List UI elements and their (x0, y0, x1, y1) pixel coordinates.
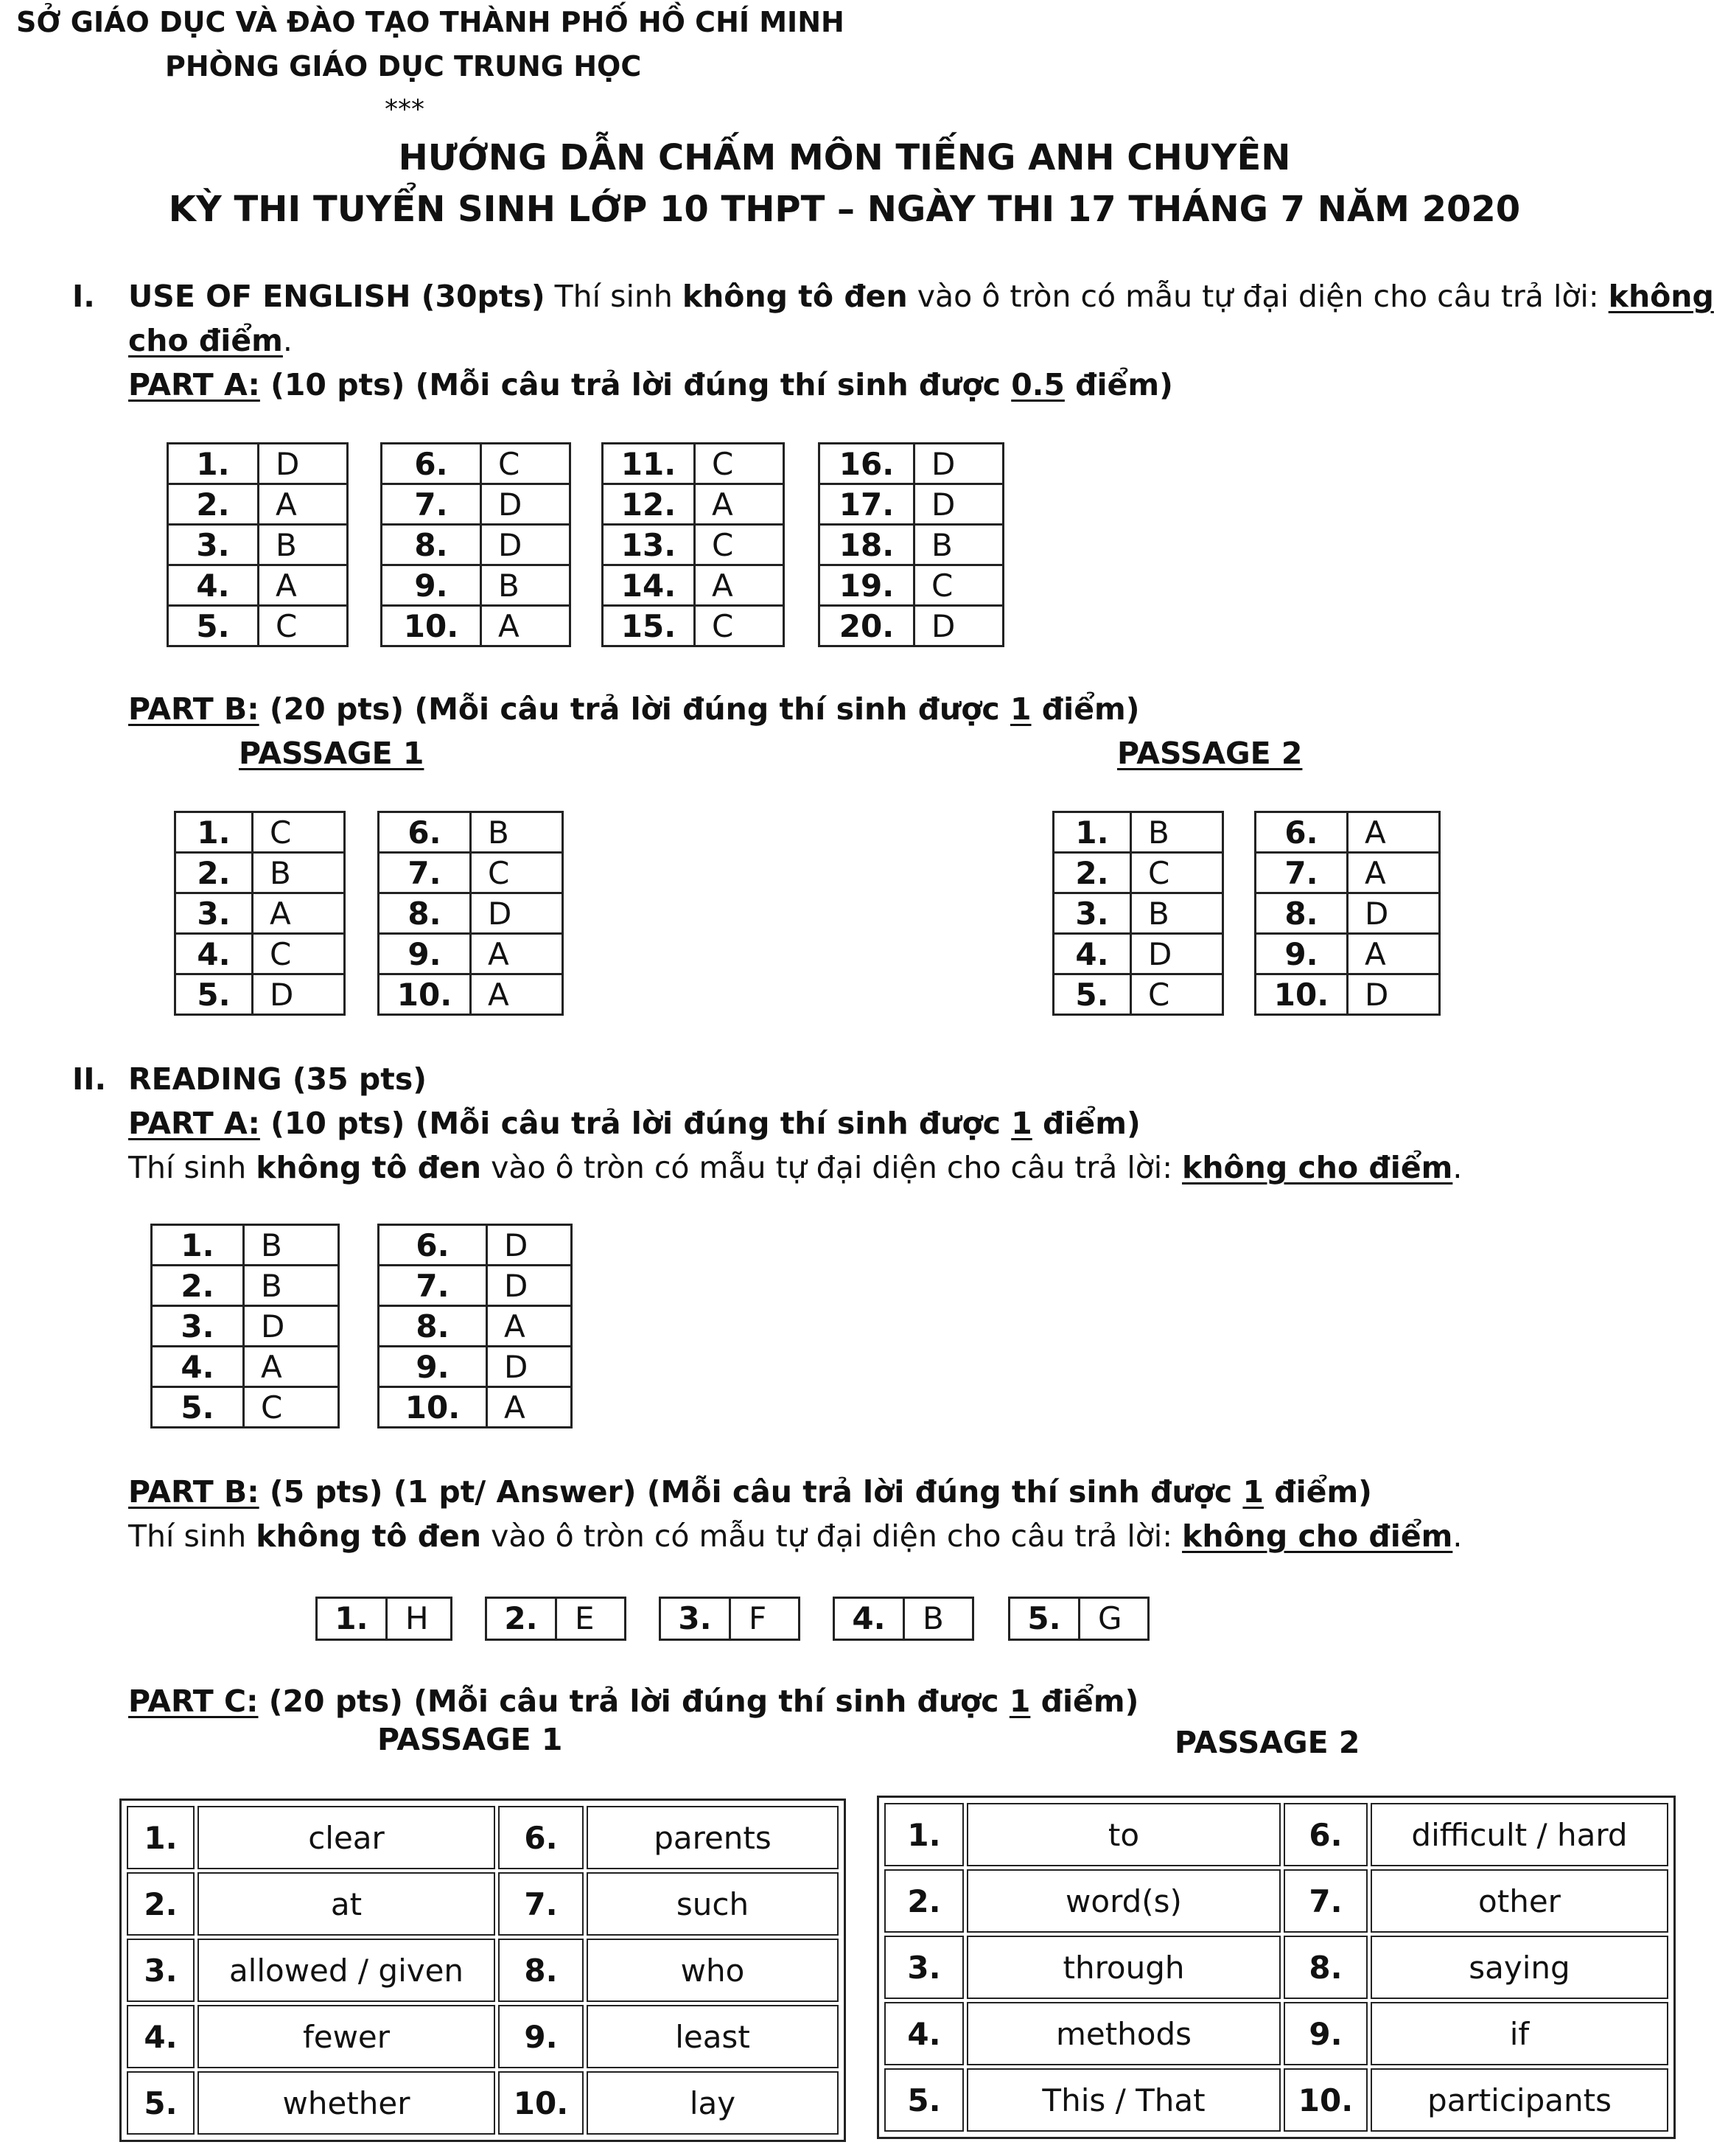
section1-title: USE OF ENGLISH (30pts) (128, 279, 545, 314)
doc-subtitle: KỲ THI TUYỂN SINH LỚP 10 THPT – NGÀY THI 17 THÁNG 7 NĂM 2020 (168, 189, 1521, 230)
table-row: 1. clear 6. parents (127, 1806, 839, 1869)
table-row: 14. A (603, 565, 784, 606)
s1-passage2-label: PASSAGE 2 (1117, 736, 1303, 771)
s1-partB-p1-table-1 (174, 811, 346, 1016)
table-row: 7. A (1256, 853, 1440, 893)
table-row: 7. D (379, 1266, 572, 1306)
section2-roman: II. (72, 1061, 107, 1097)
stars-divider: *** (385, 94, 424, 125)
s1-partA-heading: PART A: (10 pts) (Mỗi câu trả lời đúng thí sinh được 0.5 điểm) (128, 367, 1173, 402)
table-row: 13. C (603, 525, 784, 565)
table-row: 19. C (819, 565, 1004, 606)
table-row: 5. C (1054, 974, 1223, 1015)
table-row: 6. A (1256, 812, 1440, 853)
table-row: 1. B (152, 1225, 339, 1266)
s1-partA-table-1 (167, 442, 349, 647)
table-row: 7. C (379, 853, 563, 893)
table-row: 3. B (1054, 893, 1223, 934)
table-row: 3. B (168, 525, 348, 565)
table-row: 12. A (603, 484, 784, 525)
department-name: SỞ GIÁO DỤC VÀ ĐÀO TẠO THÀNH PHỐ HỒ CHÍ MINH (16, 6, 844, 38)
table-row: 2. at 7. such (127, 1872, 839, 1936)
table-row: 2. B (175, 853, 345, 893)
table-row: 2. word(s) 7. other (884, 1869, 1668, 1933)
table-row: 8. D (382, 525, 570, 565)
table-row: 9. B (382, 565, 570, 606)
doc-title: HƯỚNG DẪN CHẤM MÔN TIẾNG ANH CHUYÊN (398, 137, 1291, 178)
table-row: 10. A (382, 606, 570, 646)
section1-instruction-cont: cho điểm. (128, 323, 293, 358)
s1-partA-table-4 (818, 442, 1004, 647)
s2-partC-passage1-label: PASSAGE 1 (377, 1722, 563, 1757)
office-name: PHÒNG GIÁO DỤC TRUNG HỌC (165, 50, 642, 83)
table-row: 5. This / That 10. participants (884, 2068, 1668, 2132)
table-row: 1. C (175, 812, 345, 853)
table-row: 9. D (379, 1347, 572, 1387)
table-row: 3. A (175, 893, 345, 934)
s2-partC-heading: PART C: (20 pts) (Mỗi câu trả lời đúng thí sinh được 1 điểm) (128, 1684, 1139, 1719)
table-row: 17. D (819, 484, 1004, 525)
s2-partA-table-2 (377, 1224, 573, 1428)
table-row: 3. allowed / given 8. who (127, 1939, 839, 2002)
s2-partA-note: Thí sinh không tô đen vào ô tròn có mẫu tự đại diện cho câu trả lời: không cho điểm. (128, 1150, 1463, 1185)
table-row: 5. D (175, 974, 345, 1015)
table-row: 5. whether 10. lay (127, 2071, 839, 2135)
s2-partB-answer-2: 2. E (485, 1597, 626, 1641)
table-row: 4. fewer 9. least (127, 2005, 839, 2068)
table-row: 4. A (168, 565, 348, 606)
s1-partA-table-2 (380, 442, 571, 647)
s2-partB-answer-3: 3. F (659, 1597, 800, 1641)
table-row: 1. to 6. difficult / hard (884, 1803, 1668, 1866)
table-row: 10. A (379, 974, 563, 1015)
s1-passage1-label: PASSAGE 1 (239, 736, 424, 771)
s1-partA-table-3 (601, 442, 785, 647)
table-row: 8. D (1256, 893, 1440, 934)
table-row: 4. D (1054, 934, 1223, 974)
section1-heading (72, 279, 95, 314)
s2-partA-table-1 (150, 1224, 340, 1428)
s2-partC-passage2-label: PASSAGE 2 (1175, 1725, 1360, 1760)
table-row: 4. methods 9. if (884, 2002, 1668, 2065)
section1-instruction: USE OF ENGLISH (30pts) Thí sinh không tô đen vào ô tròn có mẫu tự đại diện cho câu trả lời: không (128, 279, 1714, 314)
section1-roman: I. (72, 279, 95, 314)
s1-partB-p2-table-1 (1052, 811, 1224, 1016)
table-row: 20. D (819, 606, 1004, 646)
table-row: 2. B (152, 1266, 339, 1306)
table-row: 10. D (1256, 974, 1440, 1015)
s2-partB-answer-1: 1. H (315, 1597, 452, 1641)
s2-partC-passage2-table (877, 1796, 1676, 2139)
table-row: 15. C (603, 606, 784, 646)
table-row: 5. C (152, 1387, 339, 1428)
table-row: 16. D (819, 444, 1004, 484)
s2-partA-heading: PART A: (10 pts) (Mỗi câu trả lời đúng thí sinh được 1 điểm) (128, 1106, 1141, 1141)
table-row: 11. C (603, 444, 784, 484)
table-row: 6. B (379, 812, 563, 853)
table-row: 3. through 8. saying (884, 1936, 1668, 1999)
table-row: 6. C (382, 444, 570, 484)
s1-partB-p2-table-2 (1254, 811, 1441, 1016)
table-row: 10. A (379, 1387, 572, 1428)
table-row: 8. D (379, 893, 563, 934)
table-row: 3. D (152, 1306, 339, 1347)
table-row: 1. B (1054, 812, 1223, 853)
table-row: 9. A (379, 934, 563, 974)
table-row: 9. A (1256, 934, 1440, 974)
table-row: 4. C (175, 934, 345, 974)
table-row: 2. C (1054, 853, 1223, 893)
section2-title: READING (35 pts) (128, 1061, 427, 1097)
table-row: 8. A (379, 1306, 572, 1347)
s2-partC-passage1-table (119, 1799, 846, 2142)
table-row: 6. D (379, 1225, 572, 1266)
table-row: 18. B (819, 525, 1004, 565)
table-row: 2. A (168, 484, 348, 525)
s2-partB-heading: PART B: (5 pts) (1 pt/ Answer) (Mỗi câu trả lời đúng thí sinh được 1 điểm) (128, 1474, 1372, 1510)
s2-partB-answer-4: 4. B (833, 1597, 974, 1641)
s2-partB-note: Thí sinh không tô đen vào ô tròn có mẫu tự đại diện cho câu trả lời: không cho điểm. (128, 1518, 1463, 1554)
table-row: 4. A (152, 1347, 339, 1387)
table-row: 5. C (168, 606, 348, 646)
table-row: 1. D (168, 444, 348, 484)
table-row: 7. D (382, 484, 570, 525)
s1-partB-heading: PART B: (20 pts) (Mỗi câu trả lời đúng thí sinh được 1 điểm) (128, 691, 1140, 727)
s2-partB-answer-5: 5. G (1008, 1597, 1150, 1641)
s1-partB-p1-table-2 (377, 811, 564, 1016)
